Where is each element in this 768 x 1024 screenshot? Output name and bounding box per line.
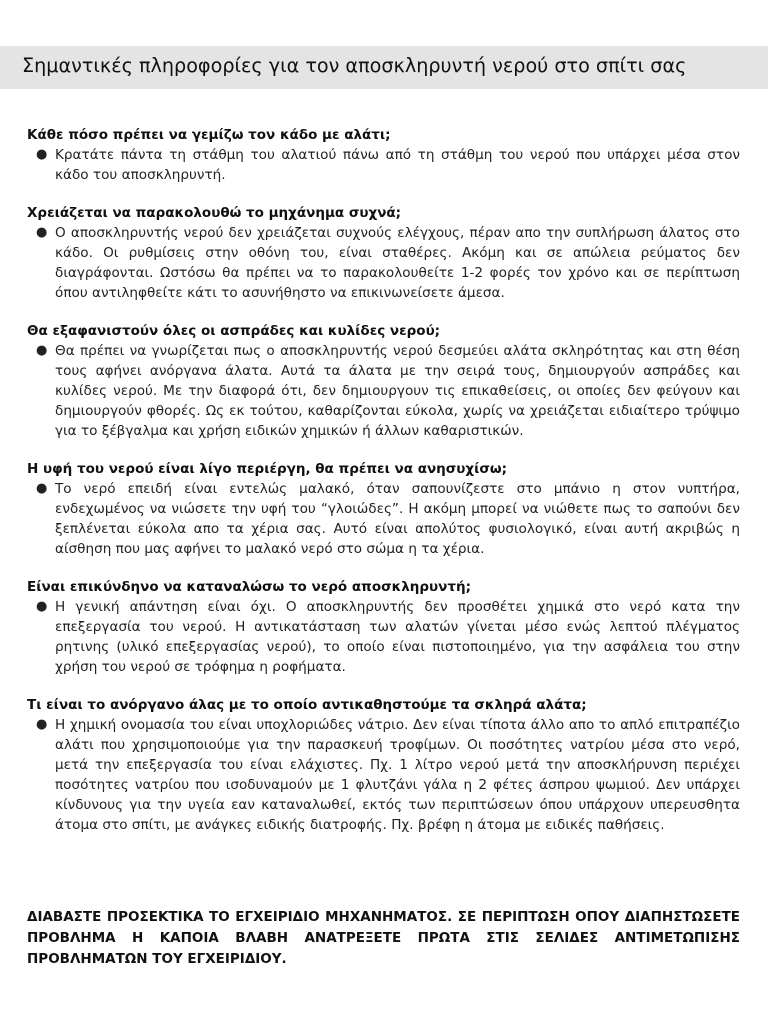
faq-question: Κάθε πόσο πρέπει να γεμίζω τον κάδο με αλάτι; <box>27 127 391 143</box>
faq-item <box>27 203 740 303</box>
page-title: Σημαντικές πληροφορίες για τον αποσκληρυντή νερού στο σπίτι σας <box>22 54 687 77</box>
faq-question: Τι είναι το ανόργανο άλας με το οποίο αντικαθηστούμε τα σκληρά αλάτα; <box>27 697 587 713</box>
bullet-icon: ● <box>36 147 48 162</box>
faq-answer-text: Η γενική απάντηση είναι όχι. Ο αποσκληρυντής δεν προσθέτει χημικά στο νερό κατα την επεξεργασία του νερού. Η αντικατάσταση των αλατών γίνεται μέσο ενώς λεπτού πλέγματος ρητινης (υλικό επεξεργασίας νερού), το οποίο είναι πιστοποιημένο, για την ασφάλεια του στην χρήση του νερού σε τρόφημα η ροφήματα. <box>55 599 740 675</box>
faq-item <box>27 321 740 441</box>
faq-item <box>27 125 740 185</box>
faq-answer-text: Το νερό επειδή είναι εντελώς μαλακό, όταν σαπουνίζεστε στο μπάνιο η στον νυπτήρα, ενδεχωμένος να νιώσετε την υφή του “γλοιώδες”. Η ακόμη μπορεί να νιώθετε πως το σαπούνι δεν ξεπλένεται εύκολα απο τα χέρια σας. Αυτό είναι απολύτος φυσιολογικό, είναι αυτή ακριβώς η αίσθηση που μας αφήνει το μαλακό νερό στο σώμα η τα χέρια. <box>55 481 740 557</box>
faq-answer <box>27 597 740 677</box>
bullet-icon: ● <box>36 717 48 732</box>
bullet-icon: ● <box>36 343 48 358</box>
bullet-icon: ● <box>36 225 48 240</box>
faq-question: Η υφή του νερού είναι λίγο περιέργη, θα πρέπει να ανησυχίσω; <box>27 461 508 477</box>
bullet-icon: ● <box>36 599 48 614</box>
faq-item <box>27 577 740 677</box>
faq-question: Είναι επικύνδηνο να καταναλώσω το νερό αποσκληρυντή; <box>27 579 471 595</box>
faq-item <box>27 695 740 835</box>
faq-item <box>27 459 740 559</box>
bullet-icon: ● <box>36 481 48 496</box>
faq-question: Χρειάζεται να παρακολουθώ το μηχάνημα συχνά; <box>27 205 402 221</box>
faq-answer-text: Ο αποσκληρυντής νερού δεν χρειάζεται συχνούς ελέγχους, πέραν απο την συπλήρωση άλατος στο κάδο. Οι ρυθμίσεις στην οθόνη του, είναι σταθέρες. Ακόμη και σε απώλεια ρεύματος δεν διαγράφονται. Ωστόσω θα πρέπει να το παρακολουθείτε 1-2 φορές τον χρόνο και σε περίπτωση όπου αντιληφθείτε κάτι το ασυνήθηστο να επικινωνείσετε άμεσα. <box>55 225 740 301</box>
faq-answer <box>27 341 740 441</box>
title-bar <box>0 46 768 89</box>
manual-warning: ΔΙΑΒΑΣΤΕ ΠΡΟΣΕΚΤΙΚΑ ΤΟ ΕΓΧΕΙΡΙΔΙΟ ΜΗΧΑΝΗΜΑΤΟΣ. ΣΕ ΠΕΡΙΠΤΩΣΗ ΟΠΟΥ ΔΙΑΠΗΣΤΩΣΕΤΕ ΠΡΟΒΛΗΜΑ Η ΚΑΠΟΙΑ ΒΛΑΒΗ ΑΝΑΤΡΕΞΕΤΕ ΠΡΩΤΑ ΣΤΙΣ ΣΕΛΙΔΕΣ ΑΝΤΙΜΕΤΩΠΙΣΗΣ ΠΡΟΒΛΗΜΑΤΩΝ ΤΟΥ ΕΓΧΕΙΡΙΔΙΟΥ. <box>27 909 740 967</box>
faq-answer-text: Θα πρέπει να γνωρίζεται πως ο αποσκληρυντής νερού δεσμεύει αλάτα σκληρότητας και στη θέση τους αφήνει ανόργανα άλατα. Αυτά τα άλατα με την σειρά τους, δημιουργούν ασπράδες και κυλίδες νερού. Με την διαφορά ότι, δεν δημιουργουν τις επικαθείσεις, οι οποίες δεν φεύγουν και δημιουργούν φθορές. Ως εκ τούτου, καθαρίζονται εύκολα, χωρίς να χρειάζεται ειδιαίτερο τρύψιμο για το ξέβγαλμα και χρήση ειδικών χημικών ή άλλων καθαριστικών. <box>55 343 740 439</box>
faq-question: Θα εξαφανιστούν όλες οι ασπράδες και κυλίδες νερού; <box>27 323 441 339</box>
faq-answer <box>27 715 740 835</box>
faq-answer <box>27 223 740 303</box>
faq-answer <box>27 145 740 185</box>
faq-list <box>27 125 740 853</box>
faq-answer-text: Κρατάτε πάντα τη στάθμη του αλατιού πάνω από τη στάθμη του νερού που υπάρχει μέσα στον κάδο του αποσκληρυντή. <box>55 147 740 183</box>
faq-answer-text: Η χημική ονομασία του είναι υποχλοριώδες νάτριο. Δεν είναι τίποτα άλλο απο το απλό επιτραπέζιο αλάτι που χρησιμοποιούμε για την παρασκευή τροφίμων. Οι ποσότητες νατρίου μέσα στο νερό, μετά την επεξεργασία του είναι ελάχιστες. Πχ. 1 λίτρο νερού μετά την αποσκλήρυνση περιέχει ποσότητες νατρίου που ισοδυναμούν με 1 φλυτζάνι γάλα η 2 φέτες άσπρου ψωμιού. Δεν υπάρχει κίνδυνους για την υγεία εαν καταναλωθεί, εκτός των περιπτώσεων όπου υπάρχουν υπερευσθητα άτομα στο σπίτι, με ανάγκες ειδικής διατροφής. Πχ. βρέφη η άτομα με ειδικές παθήσεις. <box>55 717 740 833</box>
faq-answer <box>27 479 740 559</box>
